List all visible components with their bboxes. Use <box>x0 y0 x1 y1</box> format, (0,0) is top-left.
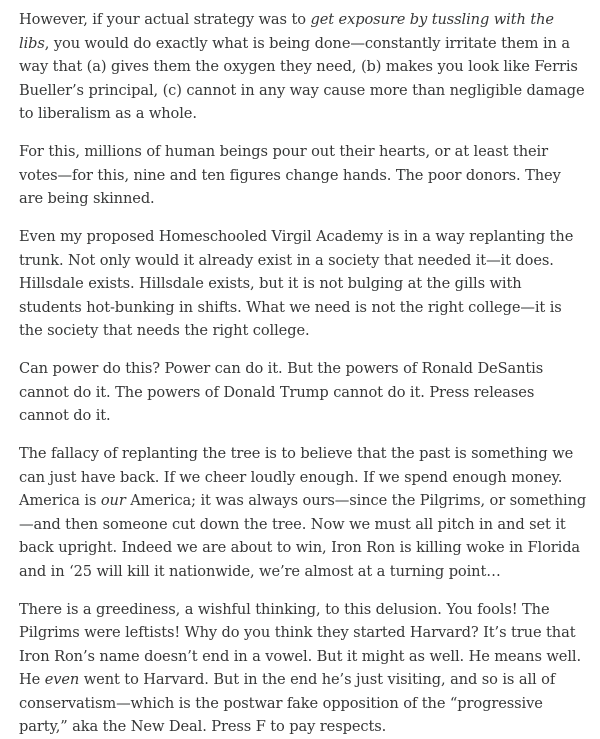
paragraph <box>19 598 588 739</box>
paragraph <box>19 357 588 428</box>
paragraph <box>19 225 588 343</box>
text-segment: However, if your actual strategy was to <box>19 11 311 28</box>
emphasized-text: get exposure by tussling with the libs <box>19 11 554 52</box>
emphasized-text: even <box>44 671 80 688</box>
text-segment: went to Harvard. But in the end he’s just visiting, and so is all of conservatism—which is the postwar fake opposition of the “progressive party,” aka the New Deal. Press F to pay respects. <box>19 671 556 735</box>
text-segment: , you would do exactly what is being done—constantly irritate them in a way that (a) gives them the oxygen they need, (b) makes you look like Ferris Bueller’s principal, (c) cannot in any way cause more than negligible damage to liberalism as a whole. <box>19 34 585 122</box>
text-segment: There is a greediness, a wishful thinking, to this delusion. You fools! The Pilgrims were leftists! Why do you think they started Harvard? It’s true that Iron Ron’s name doesn’t end in a vowel. But it might as well. He means well. He <box>19 600 582 688</box>
text-segment: For this, millions of human beings pour out their hearts, or at least their votes—for this, nine and ten figures change hands. The poor donors. They are being skinned. <box>19 143 561 207</box>
emphasized-text: our <box>100 492 126 509</box>
text-segment: America; it was always ours—since the Pilgrims, or something—and then someone cut down the tree. Now we must all pitch in and set it back upright. Indeed we are about to win, Iron Ron is killing woke in Florida and in ‘25 will kill it nationwide, we’re almost at a turning point… <box>19 492 587 580</box>
text-segment: Even my proposed Homeschooled Virgil Academy is in a way replanting the trunk. Not only would it already exist in a society that needed it—it does. Hillsdale exists. Hillsdale exists, but it is not bulging at the gills with students hot-bunking in shifts. What we need is not the right college—it is the society that needs the right college. <box>19 228 574 339</box>
paragraph <box>19 442 588 583</box>
text-segment: The fallacy of replanting the tree is to believe that the past is something we can just have back. If we cheer loudly enough. If we spend enough money. America is <box>19 445 574 509</box>
paragraph <box>19 140 588 211</box>
paragraph <box>19 8 588 126</box>
text-segment: Can power do this? Power can do it. But the powers of Ronald DeSantis cannot do it. The powers of Donald Trump cannot do it. Press releases cannot do it. <box>19 360 544 424</box>
